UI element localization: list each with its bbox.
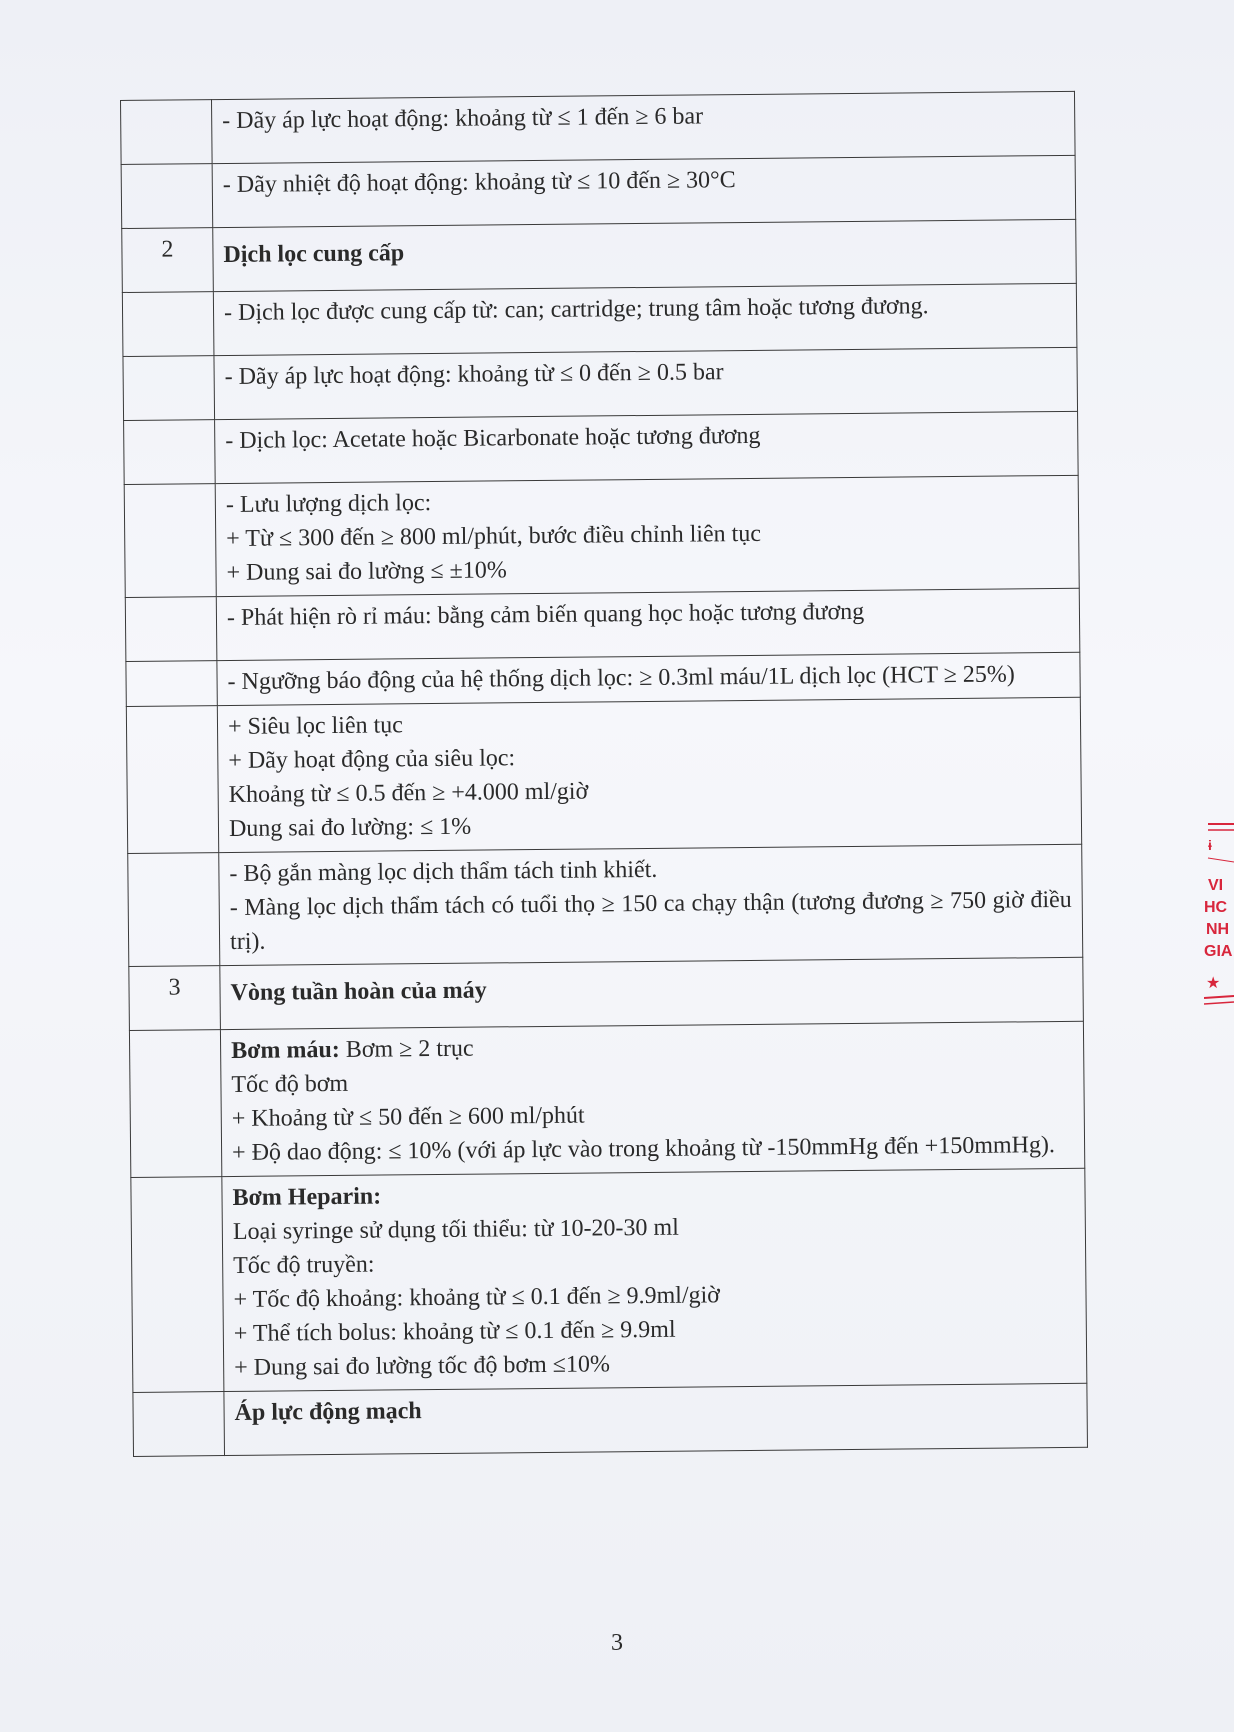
spec-line: Loại syringe sử dụng tối thiểu: từ 10-20-30 ml	[232, 1214, 679, 1245]
spec-line: - Dãy nhiệt độ hoạt động: khoảng từ ≤ 10 đến ≥ 30°C	[222, 167, 736, 199]
row-number	[121, 100, 213, 165]
row-content	[213, 283, 1077, 355]
row-content	[215, 475, 1079, 596]
row-content	[214, 347, 1078, 419]
table-row	[126, 697, 1081, 853]
row-content	[216, 588, 1080, 660]
spec-line: Tốc độ bơm	[231, 1070, 349, 1098]
row-content	[220, 1021, 1084, 1176]
table-row	[128, 844, 1083, 966]
spec-line: Dung sai đo lường: ≤ 1%	[228, 813, 472, 842]
row-content	[212, 155, 1076, 227]
row-content	[224, 1383, 1088, 1455]
row-number	[126, 706, 218, 854]
spec-line: + Tốc độ khoảng: khoảng từ ≤ 0.1 đến ≥ 9.9ml/giờ	[233, 1282, 721, 1313]
table-row	[122, 283, 1077, 356]
svg-text:VI: VI	[1208, 877, 1224, 894]
spec-line: + Dung sai đo lường tốc độ bơm ≤10%	[234, 1351, 611, 1381]
svg-text:ɨ: ɨ	[1208, 837, 1212, 853]
row-number	[124, 420, 216, 485]
section-heading: Dịch lọc cung cấp	[223, 240, 405, 269]
table-row	[121, 91, 1076, 164]
row-number	[133, 1392, 225, 1457]
row-content	[220, 957, 1084, 1029]
row-number	[126, 661, 217, 707]
row-number	[131, 1177, 224, 1393]
spec-line: + Độ dao động: ≤ 10% (với áp lực vào trong khoảng từ -150mmHg đến +150mmHg).	[231, 1132, 1056, 1166]
spec-line: + Dung sai đo lường ≤ ±10%	[226, 557, 507, 586]
spec-line: Khoảng từ ≤ 0.5 đến ≥ +4.000 ml/giờ	[228, 778, 589, 808]
table-row	[125, 588, 1080, 661]
row-content	[219, 844, 1083, 965]
row-content	[213, 219, 1077, 291]
row-content	[212, 91, 1076, 163]
row-number: 3	[129, 966, 221, 1031]
blood-pump-label: Bơm máu:	[231, 1036, 340, 1064]
row-number	[121, 164, 213, 229]
spec-line: + Dãy hoạt động của siêu lọc:	[228, 745, 516, 774]
row-content	[222, 1168, 1087, 1391]
spec-line: + Từ ≤ 300 đến ≥ 800 ml/phút, bước điều chỉnh liên tục	[226, 520, 762, 552]
spec-line: - Dãy áp lực hoạt động: khoảng từ ≤ 0 đến ≥ 0.5 bar	[224, 359, 724, 391]
table-row	[129, 957, 1084, 1030]
row-content	[217, 697, 1081, 852]
spec-line: - Màng lọc dịch thẩm tách có tuổi thọ ≥ 150 ca chạy thận (tương đương ≥ 750 giờ điều trị).	[229, 886, 1072, 955]
spec-line: - Bộ gắn màng lọc dịch thẩm tách tinh khiết.	[229, 856, 658, 887]
row-number	[122, 292, 214, 357]
svg-text:HC: HC	[1204, 899, 1228, 916]
table-row	[124, 411, 1079, 484]
spec-line: - Dịch lọc: Acetate hoặc Bicarbonate hoặc tương đương	[225, 422, 761, 455]
table-row	[129, 1021, 1084, 1177]
row-number	[125, 597, 217, 662]
table-row	[122, 219, 1077, 292]
spec-line: - Dãy áp lực hoạt động: khoảng từ ≤ 1 đến ≥ 6 bar	[222, 103, 704, 135]
row-number	[129, 1030, 221, 1178]
spec-line: - Phát hiện rò rỉ máu: bằng cảm biến quang học hoặc tương đương	[226, 598, 865, 631]
red-stamp-fragment	[1204, 820, 1234, 1020]
table-row	[124, 475, 1079, 597]
spec-line: Tốc độ truyền:	[233, 1251, 375, 1279]
heparin-pump-heading: Bơm Heparin:	[232, 1183, 382, 1211]
row-content	[215, 411, 1079, 483]
blood-pump-value: Bơm ≥ 2 trục	[339, 1035, 474, 1063]
spec-line: - Ngưỡng báo động của hệ thống dịch lọc: ≥ 0.3ml máu/1L dịch lọc (HCT ≥ 25%)	[227, 661, 1015, 695]
table-row	[121, 155, 1076, 228]
svg-text:★: ★	[1206, 973, 1221, 992]
section-heading: Vòng tuần hoàn của máy	[230, 977, 487, 1006]
spec-line: + Khoảng từ ≤ 50 đến ≥ 600 ml/phút	[231, 1102, 585, 1132]
table-row	[123, 347, 1078, 420]
table-row	[133, 1383, 1088, 1456]
spec-line: - Lưu lượng dịch lọc:	[225, 490, 432, 519]
page-number: 3	[611, 1630, 623, 1656]
svg-text:GIA: GIA	[1204, 943, 1233, 960]
row-number	[123, 356, 215, 421]
table-row	[131, 1168, 1087, 1392]
spec-line: - Dịch lọc được cung cấp từ: can; cartridge; trung tâm hoặc tương đương.	[223, 293, 929, 327]
svg-text:NH: NH	[1206, 921, 1230, 938]
specification-table	[120, 91, 1088, 1457]
row-number	[128, 853, 220, 967]
spec-line: + Thể tích bolus: khoảng từ ≤ 0.1 đến ≥ 9.9ml	[233, 1316, 676, 1347]
arterial-pressure-heading: Áp lực động mạch	[234, 1398, 422, 1426]
row-number: 2	[122, 228, 214, 293]
row-number	[124, 484, 216, 598]
spec-line: + Siêu lọc liên tục	[227, 712, 403, 740]
